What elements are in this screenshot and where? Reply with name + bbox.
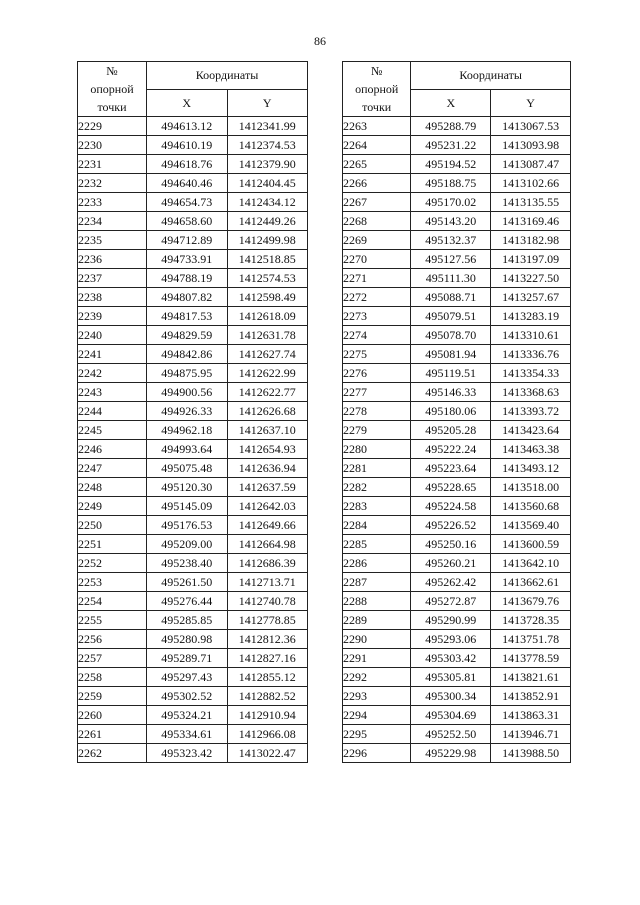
table-row xyxy=(343,326,571,345)
y-cell: 1413728.35 xyxy=(491,611,571,630)
y-cell: 1412449.26 xyxy=(227,212,308,231)
y-cell: 1412642.03 xyxy=(227,497,308,516)
table-row xyxy=(343,212,571,231)
x-cell: 494900.56 xyxy=(147,383,228,402)
coordinates-table-right xyxy=(342,61,571,763)
table-row xyxy=(343,725,571,744)
x-cell: 495297.43 xyxy=(147,668,228,687)
point-number-cell: 2263 xyxy=(343,117,411,136)
x-cell: 494875.95 xyxy=(147,364,228,383)
x-cell: 495250.16 xyxy=(411,535,491,554)
x-cell: 495229.98 xyxy=(411,744,491,763)
x-cell: 495288.79 xyxy=(411,117,491,136)
y-cell: 1412379.90 xyxy=(227,155,308,174)
y-cell: 1412404.45 xyxy=(227,174,308,193)
point-number-cell: 2231 xyxy=(78,155,147,174)
table-row xyxy=(343,345,571,364)
table-row xyxy=(343,687,571,706)
table-row xyxy=(343,155,571,174)
y-cell: 1412649.66 xyxy=(227,516,308,535)
x-header: X xyxy=(411,89,491,117)
point-number-cell: 2273 xyxy=(343,307,411,326)
point-number-cell: 2275 xyxy=(343,345,411,364)
point-number-cell: 2271 xyxy=(343,269,411,288)
point-number-cell: 2274 xyxy=(343,326,411,345)
table-row xyxy=(343,611,571,630)
table-row xyxy=(78,478,308,497)
point-number-cell: 2258 xyxy=(78,668,147,687)
table-row xyxy=(343,383,571,402)
table-row xyxy=(78,383,308,402)
y-cell: 1413257.67 xyxy=(491,288,571,307)
y-cell: 1412637.10 xyxy=(227,421,308,440)
y-cell: 1413493.12 xyxy=(491,459,571,478)
y-cell: 1413182.98 xyxy=(491,231,571,250)
x-cell: 495302.52 xyxy=(147,687,228,706)
table-row xyxy=(343,592,571,611)
table-row xyxy=(78,554,308,573)
point-number-header xyxy=(78,62,147,117)
y-cell: 1412827.16 xyxy=(227,649,308,668)
y-cell: 1412637.59 xyxy=(227,478,308,497)
table-row xyxy=(343,421,571,440)
x-cell: 495323.42 xyxy=(147,744,228,763)
x-cell: 495276.44 xyxy=(147,592,228,611)
y-cell: 1413093.98 xyxy=(491,136,571,155)
point-number-cell: 2244 xyxy=(78,402,147,421)
point-number-cell: 2293 xyxy=(343,687,411,706)
point-number-cell: 2279 xyxy=(343,421,411,440)
point-number-cell: 2269 xyxy=(343,231,411,250)
x-cell: 495079.51 xyxy=(411,307,491,326)
y-cell: 1412654.93 xyxy=(227,440,308,459)
x-cell: 495132.37 xyxy=(411,231,491,250)
y-cell: 1413423.64 xyxy=(491,421,571,440)
point-number-cell: 2294 xyxy=(343,706,411,725)
point-number-cell: 2255 xyxy=(78,611,147,630)
x-cell: 495075.48 xyxy=(147,459,228,478)
point-number-cell: 2264 xyxy=(343,136,411,155)
x-cell: 494618.76 xyxy=(147,155,228,174)
table-row xyxy=(78,421,308,440)
coordinates-header: Координаты xyxy=(411,62,571,90)
point-number-cell: 2267 xyxy=(343,193,411,212)
table-row xyxy=(343,136,571,155)
x-cell: 494962.18 xyxy=(147,421,228,440)
x-cell: 495222.24 xyxy=(411,440,491,459)
x-cell: 495145.09 xyxy=(147,497,228,516)
table-body-left xyxy=(78,117,308,763)
point-number-cell: 2246 xyxy=(78,440,147,459)
x-cell: 495188.75 xyxy=(411,174,491,193)
point-number-cell: 2229 xyxy=(78,117,147,136)
point-number-cell: 2257 xyxy=(78,649,147,668)
point-number-cell: 2236 xyxy=(78,250,147,269)
table-row xyxy=(343,231,571,250)
point-number-cell: 2252 xyxy=(78,554,147,573)
point-number-cell: 2278 xyxy=(343,402,411,421)
table-row xyxy=(343,630,571,649)
x-cell: 494712.89 xyxy=(147,231,228,250)
number-sign-label: № xyxy=(370,64,383,78)
table-row xyxy=(78,174,308,193)
x-cell: 495305.81 xyxy=(411,668,491,687)
table-row xyxy=(343,174,571,193)
point-number-cell: 2259 xyxy=(78,687,147,706)
table-row xyxy=(78,307,308,326)
table-row xyxy=(78,288,308,307)
y-cell: 1413067.53 xyxy=(491,117,571,136)
table-row xyxy=(78,193,308,212)
x-cell: 495289.71 xyxy=(147,649,228,668)
y-cell: 1413368.63 xyxy=(491,383,571,402)
y-cell: 1413679.76 xyxy=(491,592,571,611)
point-number-cell: 2266 xyxy=(343,174,411,193)
table-row xyxy=(343,706,571,725)
point-number-cell: 2272 xyxy=(343,288,411,307)
y-cell: 1412598.49 xyxy=(227,288,308,307)
y-cell: 1412618.09 xyxy=(227,307,308,326)
point-number-cell: 2286 xyxy=(343,554,411,573)
point-number-cell: 2292 xyxy=(343,668,411,687)
x-cell: 494926.33 xyxy=(147,402,228,421)
table-row xyxy=(343,516,571,535)
y-cell: 1413821.61 xyxy=(491,668,571,687)
point-number-cell: 2281 xyxy=(343,459,411,478)
point-number-cell: 2230 xyxy=(78,136,147,155)
table-row xyxy=(343,554,571,573)
y-cell: 1412882.52 xyxy=(227,687,308,706)
table-row xyxy=(343,288,571,307)
y-cell: 1413135.55 xyxy=(491,193,571,212)
y-cell: 1412740.78 xyxy=(227,592,308,611)
table-row xyxy=(78,516,308,535)
x-cell: 495180.06 xyxy=(411,402,491,421)
table-row xyxy=(78,212,308,231)
y-cell: 1413863.31 xyxy=(491,706,571,725)
point-number-cell: 2285 xyxy=(343,535,411,554)
y-cell: 1413022.47 xyxy=(227,744,308,763)
x-cell: 495334.61 xyxy=(147,725,228,744)
point-number-cell: 2251 xyxy=(78,535,147,554)
y-cell: 1413393.72 xyxy=(491,402,571,421)
point-number-header xyxy=(343,62,411,117)
point-number-cell: 2232 xyxy=(78,174,147,193)
point-number-cell: 2253 xyxy=(78,573,147,592)
x-cell: 495127.56 xyxy=(411,250,491,269)
table-row xyxy=(343,269,571,288)
point-number-cell: 2290 xyxy=(343,630,411,649)
x-cell: 494733.91 xyxy=(147,250,228,269)
table-row xyxy=(78,630,308,649)
point-number-cell: 2265 xyxy=(343,155,411,174)
y-cell: 1413946.71 xyxy=(491,725,571,744)
y-cell: 1412812.36 xyxy=(227,630,308,649)
table-row xyxy=(78,250,308,269)
x-cell: 495081.94 xyxy=(411,345,491,364)
x-cell: 495111.30 xyxy=(411,269,491,288)
point-number-cell: 2239 xyxy=(78,307,147,326)
x-cell: 494613.12 xyxy=(147,117,228,136)
x-cell: 495224.58 xyxy=(411,497,491,516)
y-cell: 1412686.39 xyxy=(227,554,308,573)
table-row xyxy=(78,649,308,668)
table-row xyxy=(78,535,308,554)
x-cell: 495146.33 xyxy=(411,383,491,402)
table-row xyxy=(343,307,571,326)
table-row xyxy=(78,497,308,516)
point-number-cell: 2254 xyxy=(78,592,147,611)
point-number-cell: 2260 xyxy=(78,706,147,725)
x-cell: 495290.99 xyxy=(411,611,491,630)
support-label: опорной xyxy=(90,82,134,96)
y-cell: 1412622.99 xyxy=(227,364,308,383)
y-cell: 1412341.99 xyxy=(227,117,308,136)
y-cell: 1413227.50 xyxy=(491,269,571,288)
x-cell: 495231.22 xyxy=(411,136,491,155)
point-number-cell: 2245 xyxy=(78,421,147,440)
table-row xyxy=(78,326,308,345)
table-row xyxy=(78,668,308,687)
table-body-right xyxy=(343,117,571,763)
y-cell: 1413310.61 xyxy=(491,326,571,345)
table-row xyxy=(343,440,571,459)
y-header: Y xyxy=(227,89,308,117)
x-cell: 495280.98 xyxy=(147,630,228,649)
table-row xyxy=(343,535,571,554)
y-cell: 1413988.50 xyxy=(491,744,571,763)
table-row xyxy=(78,269,308,288)
table-row xyxy=(78,459,308,478)
y-cell: 1413087.47 xyxy=(491,155,571,174)
x-cell: 494654.73 xyxy=(147,193,228,212)
point-label: точки xyxy=(362,100,392,114)
x-cell: 495293.06 xyxy=(411,630,491,649)
point-number-cell: 2237 xyxy=(78,269,147,288)
x-cell: 495238.40 xyxy=(147,554,228,573)
x-cell: 494788.19 xyxy=(147,269,228,288)
x-cell: 494640.46 xyxy=(147,174,228,193)
table-row xyxy=(78,611,308,630)
table-row xyxy=(78,687,308,706)
x-cell: 494610.19 xyxy=(147,136,228,155)
table-row xyxy=(343,573,571,592)
x-cell: 495272.87 xyxy=(411,592,491,611)
y-cell: 1412778.85 xyxy=(227,611,308,630)
point-number-cell: 2277 xyxy=(343,383,411,402)
x-cell: 495228.65 xyxy=(411,478,491,497)
table-row xyxy=(343,459,571,478)
table-row xyxy=(78,592,308,611)
y-cell: 1412574.53 xyxy=(227,269,308,288)
x-cell: 495303.42 xyxy=(411,649,491,668)
point-number-cell: 2262 xyxy=(78,744,147,763)
table-row xyxy=(78,725,308,744)
x-cell: 495170.02 xyxy=(411,193,491,212)
point-number-cell: 2270 xyxy=(343,250,411,269)
table-row xyxy=(343,250,571,269)
x-cell: 495209.00 xyxy=(147,535,228,554)
x-cell: 495304.69 xyxy=(411,706,491,725)
page-number: 86 xyxy=(314,34,326,48)
table-row xyxy=(78,345,308,364)
x-cell: 495120.30 xyxy=(147,478,228,497)
point-number-cell: 2233 xyxy=(78,193,147,212)
y-cell: 1412434.12 xyxy=(227,193,308,212)
x-cell: 494658.60 xyxy=(147,212,228,231)
point-number-cell: 2282 xyxy=(343,478,411,497)
table-row xyxy=(343,117,571,136)
point-number-cell: 2296 xyxy=(343,744,411,763)
x-cell: 495088.71 xyxy=(411,288,491,307)
x-cell: 495261.50 xyxy=(147,573,228,592)
point-number-cell: 2235 xyxy=(78,231,147,250)
table-row xyxy=(78,744,308,763)
x-cell: 495285.85 xyxy=(147,611,228,630)
x-cell: 495078.70 xyxy=(411,326,491,345)
x-cell: 495119.51 xyxy=(411,364,491,383)
y-cell: 1413197.09 xyxy=(491,250,571,269)
y-cell: 1413518.00 xyxy=(491,478,571,497)
x-cell: 495194.52 xyxy=(411,155,491,174)
y-cell: 1413600.59 xyxy=(491,535,571,554)
y-cell: 1413354.33 xyxy=(491,364,571,383)
point-number-cell: 2248 xyxy=(78,478,147,497)
x-cell: 494817.53 xyxy=(147,307,228,326)
point-label: точки xyxy=(97,100,127,114)
table-row xyxy=(343,193,571,212)
y-cell: 1412499.98 xyxy=(227,231,308,250)
y-cell: 1413102.66 xyxy=(491,174,571,193)
x-header: X xyxy=(147,89,228,117)
support-label: опорной xyxy=(355,82,399,96)
point-number-cell: 2289 xyxy=(343,611,411,630)
coordinates-table-left xyxy=(77,61,308,763)
coordinates-header: Координаты xyxy=(147,62,308,90)
y-cell: 1413463.38 xyxy=(491,440,571,459)
point-number-cell: 2234 xyxy=(78,212,147,231)
x-cell: 494993.64 xyxy=(147,440,228,459)
y-cell: 1412626.68 xyxy=(227,402,308,421)
y-cell: 1412622.77 xyxy=(227,383,308,402)
x-cell: 495260.21 xyxy=(411,554,491,573)
point-number-cell: 2284 xyxy=(343,516,411,535)
point-number-cell: 2283 xyxy=(343,497,411,516)
y-cell: 1413336.76 xyxy=(491,345,571,364)
point-number-cell: 2256 xyxy=(78,630,147,649)
x-cell: 495223.64 xyxy=(411,459,491,478)
table-row xyxy=(343,478,571,497)
table-row xyxy=(78,440,308,459)
x-cell: 495252.50 xyxy=(411,725,491,744)
point-number-cell: 2261 xyxy=(78,725,147,744)
table-row xyxy=(78,117,308,136)
y-cell: 1413642.10 xyxy=(491,554,571,573)
y-cell: 1413169.46 xyxy=(491,212,571,231)
x-cell: 495324.21 xyxy=(147,706,228,725)
y-cell: 1412374.53 xyxy=(227,136,308,155)
x-cell: 495226.52 xyxy=(411,516,491,535)
point-number-cell: 2238 xyxy=(78,288,147,307)
point-number-cell: 2240 xyxy=(78,326,147,345)
point-number-cell: 2280 xyxy=(343,440,411,459)
table-row xyxy=(78,573,308,592)
point-number-cell: 2287 xyxy=(343,573,411,592)
table-row xyxy=(78,364,308,383)
table-row xyxy=(343,668,571,687)
y-cell: 1413569.40 xyxy=(491,516,571,535)
point-number-cell: 2268 xyxy=(343,212,411,231)
point-number-cell: 2249 xyxy=(78,497,147,516)
point-number-cell: 2295 xyxy=(343,725,411,744)
y-cell: 1412518.85 xyxy=(227,250,308,269)
table-row xyxy=(343,744,571,763)
table-row xyxy=(343,649,571,668)
y-cell: 1413852.91 xyxy=(491,687,571,706)
y-cell: 1412910.94 xyxy=(227,706,308,725)
table-row xyxy=(343,402,571,421)
table-row xyxy=(343,497,571,516)
point-number-cell: 2247 xyxy=(78,459,147,478)
x-cell: 494807.82 xyxy=(147,288,228,307)
point-number-cell: 2291 xyxy=(343,649,411,668)
y-cell: 1412713.71 xyxy=(227,573,308,592)
point-number-cell: 2242 xyxy=(78,364,147,383)
y-cell: 1412631.78 xyxy=(227,326,308,345)
y-cell: 1413283.19 xyxy=(491,307,571,326)
x-cell: 495143.20 xyxy=(411,212,491,231)
x-cell: 494829.59 xyxy=(147,326,228,345)
y-cell: 1412966.08 xyxy=(227,725,308,744)
y-header: Y xyxy=(491,89,571,117)
number-sign-label: № xyxy=(106,64,118,78)
table-row xyxy=(78,706,308,725)
table-row xyxy=(78,231,308,250)
x-cell: 495262.42 xyxy=(411,573,491,592)
y-cell: 1412664.98 xyxy=(227,535,308,554)
x-cell: 495300.34 xyxy=(411,687,491,706)
y-cell: 1413662.61 xyxy=(491,573,571,592)
point-number-cell: 2276 xyxy=(343,364,411,383)
table-row xyxy=(343,364,571,383)
x-cell: 494842.86 xyxy=(147,345,228,364)
x-cell: 495205.28 xyxy=(411,421,491,440)
y-cell: 1412627.74 xyxy=(227,345,308,364)
x-cell: 495176.53 xyxy=(147,516,228,535)
y-cell: 1413778.59 xyxy=(491,649,571,668)
y-cell: 1413751.78 xyxy=(491,630,571,649)
table-row xyxy=(78,155,308,174)
table-row xyxy=(78,402,308,421)
table-row xyxy=(78,136,308,155)
point-number-cell: 2241 xyxy=(78,345,147,364)
point-number-cell: 2243 xyxy=(78,383,147,402)
point-number-cell: 2288 xyxy=(343,592,411,611)
point-number-cell: 2250 xyxy=(78,516,147,535)
y-cell: 1412855.12 xyxy=(227,668,308,687)
y-cell: 1413560.68 xyxy=(491,497,571,516)
y-cell: 1412636.94 xyxy=(227,459,308,478)
